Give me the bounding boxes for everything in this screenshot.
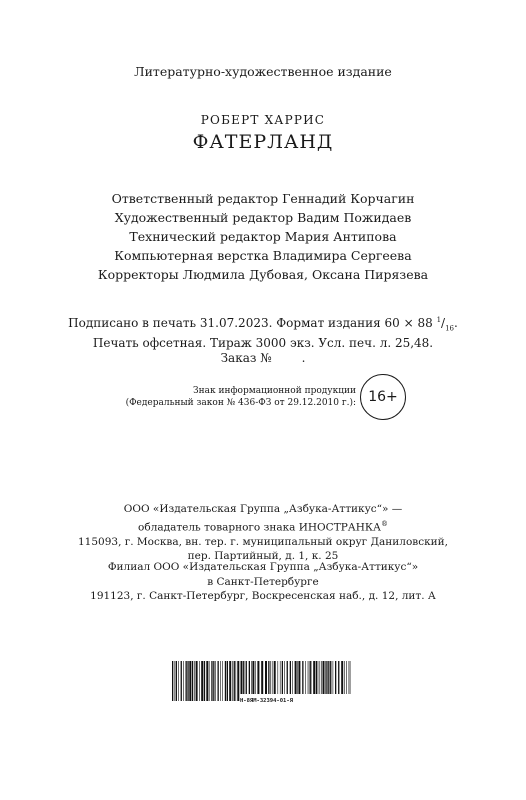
print-details: [0, 313, 526, 366]
publisher-info: [0, 502, 526, 564]
branch-info: [0, 560, 526, 604]
publisher-line: пер. Партийный, д. 1, к. 25: [187, 550, 339, 562]
branch-line: Филиал ООО «Издательская Группа „Азбука-Аттикус“»: [107, 561, 419, 573]
credit-line: Корректоры Людмила Дубовая, Оксана Пирязева: [97, 267, 429, 282]
publisher-line: обладатель товарного знака ИНОСТРАНКА®: [138, 519, 388, 533]
info-sign-line-2: (Федеральный закон № 436-ФЗ от 29.12.2010 г.):: [125, 398, 356, 408]
barcode-number: Н-8ЯМ-32394-01-Я: [240, 698, 293, 704]
publisher-line: 115093, г. Москва, вн. тер. г. муниципальный округ Даниловский,: [77, 535, 448, 548]
credit-line: Технический редактор Мария Антипова: [129, 229, 397, 244]
staff-credits: [0, 189, 526, 284]
info-sign-text: [126, 385, 356, 409]
print-line-1: Подписано в печать 31.07.2023. Формат издания 60 × 88 $^1/_{16}$.: [68, 316, 458, 333]
genre-label: Литературно-художественное издание: [134, 64, 392, 79]
branch-line: в Санкт-Петербурге: [207, 575, 319, 588]
info-sign-line-1: Знак информационной продукции: [193, 386, 356, 396]
credit-line: Художественный редактор Вадим Пожидаев: [114, 210, 412, 225]
credit-line: Компьютерная верстка Владимира Сергеева: [114, 248, 412, 263]
book-title: ФАТЕРЛАНД: [192, 131, 334, 153]
credit-line: Ответственный редактор Геннадий Корчагин: [111, 191, 415, 206]
author-name: РОБЕРТ ХАРРИС: [200, 113, 326, 127]
publisher-line: ООО «Издательская Группа „Азбука-Аттикус“» —: [123, 503, 403, 515]
print-line-2: Печать офсетная. Тираж 3000 экз. Усл. печ. л. 25,48.: [92, 336, 434, 351]
print-line-3: Заказ № .: [220, 351, 306, 366]
barcode-icon: [172, 661, 352, 701]
age-rating-badge: 16+: [360, 374, 406, 420]
branch-line: 191123, г. Санкт-Петербург, Воскресенская наб., д. 12, лит. А: [90, 590, 436, 602]
